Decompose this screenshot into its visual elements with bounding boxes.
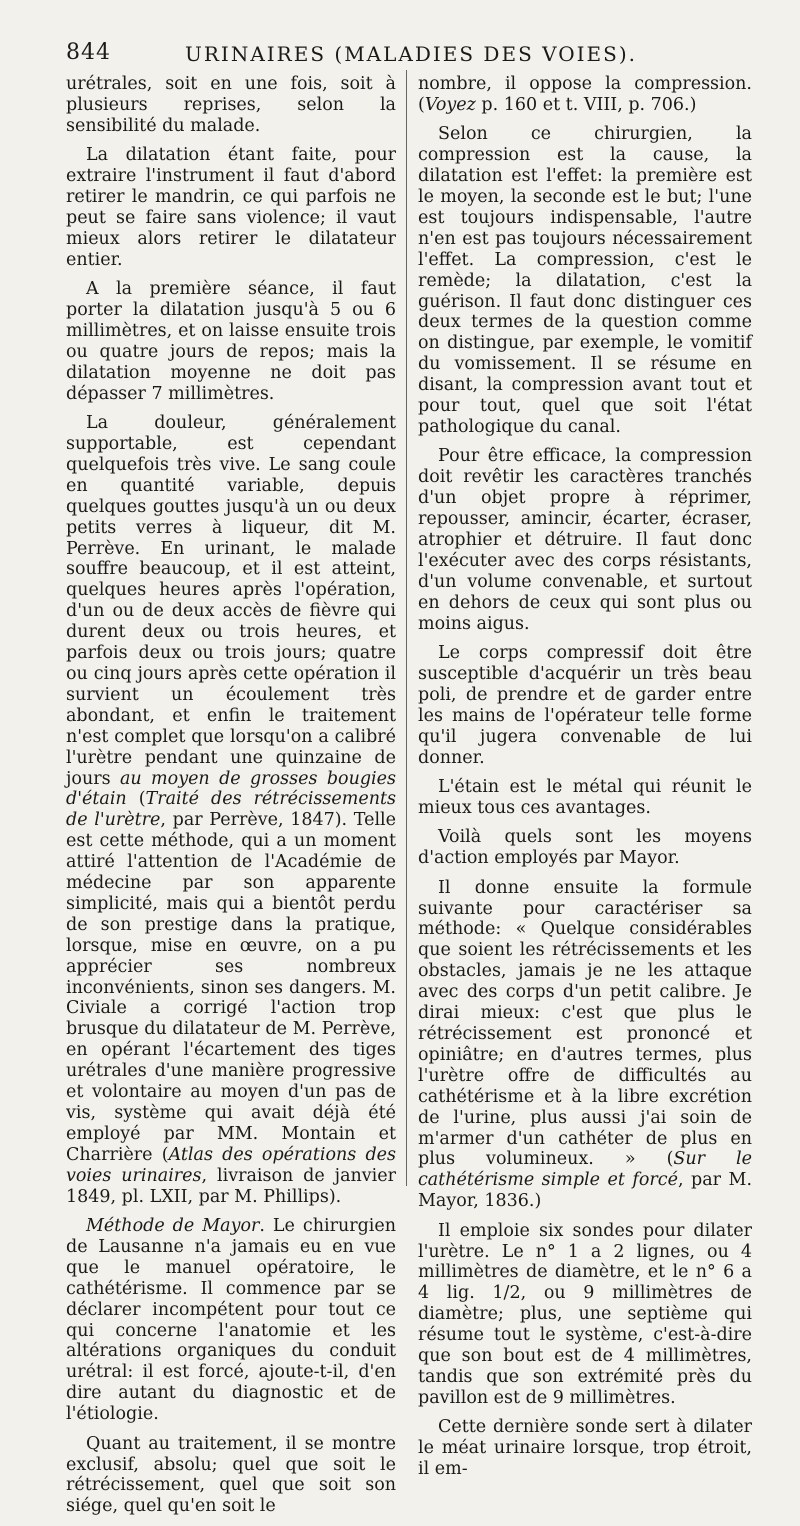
left-column: [66, 74, 396, 1526]
paragraph: [418, 1221, 752, 1409]
paragraph: [418, 777, 752, 819]
paragraph-continued: [418, 74, 752, 116]
text-run: Pour être efficace, la compression doit revêtir les caractères tranchés d'un objet propre à réprimer, repousser, amincir, écarter, écraser, atrophier et détruire. Il faut donc l'exécuter avec des corps résistants, d'un volume convenable, et surtout en dehors de ceux qui sont plus ou moins aigus.: [418, 446, 752, 634]
text-run: , par Perrève, 1847). Telle est cette méthode, qui a un moment attiré l'attention de l'Académie de médecine par son apparente simplicité, mais qui a bientôt perdu de son prestige dans la pratique, lorsque, mise en œuvre, on a pu apprécier ses nombreux inconvénients, sinon ses dangers. M. Civiale a corrigé l'action trop brusque du dilatateur de M. Perrève, en opérant l'écartement des tiges urétrales d'une manière progressive et volontaire au moyen d'un pas de vis, système qui avait déjà été employé par MM. Montain et Charrière (: [66, 810, 397, 1165]
italic-text: Sur le cathétérisme simple et forcé: [418, 1149, 752, 1191]
text-run: . Le chirurgien de Lausanne n'a jamais eu en vue que le manuel opératoire, le cathétérisme. Il commence par se déclarer incompétent pour tout ce qui concerne l'anatomie et les altérations organiques du conduit urétral: il est forcé, ajoute-t-il, d'en dire autant du diagnostic et de l'étiologie.: [66, 1216, 397, 1425]
text-run: nombre, il oppose la compression. (: [418, 74, 752, 115]
paragraph: [66, 413, 396, 1207]
text-run: urétrales, soit en une fois, soit à plusieurs reprises, selon la sensibilité du malade.: [66, 74, 396, 136]
paragraph: [418, 878, 752, 1213]
paragraph: [66, 145, 396, 270]
running-title: URINAIRES (MALADIES DES VOIES).: [185, 42, 637, 66]
text-run: Il emploie six sondes pour dilater l'urètre. Le n° 1 a 2 lignes, ou 4 millimètres de diamètre, et le n° 6 a 4 lig. 1/2, ou 9 millimètres de diamètre; plus, une septième qui résume tout le système, c'est-à-dire que son bout est de 4 millimètres, tandis que son extrémité près du pavillon est de 9 millimètres.: [418, 1220, 752, 1408]
italic-text: Traité des rétrécissements de l'urètre: [66, 789, 396, 831]
text-run: , par M. Mayor, 1836.): [418, 1170, 753, 1212]
italic-text: Voyez: [424, 94, 476, 115]
italic-text: au moyen de grosses bougies d'étain: [66, 768, 396, 810]
text-run: A la première séance, il faut porter la dilatation jusqu'à 5 ou 6 millimètres, et on laisse ensuite trois ou quatre jours de repos; mais la dilatation moyenne ne doit pas dépasser 7 millimètres.: [66, 279, 396, 404]
page-header: [66, 40, 756, 70]
text-run: Quant au traitement, il se montre exclusif, absolu; quel que soit le rétrécissement, quel que soit son siége, quel qu'en soit le: [66, 1433, 396, 1517]
column-divider: [406, 70, 407, 1186]
paragraph: [66, 1216, 396, 1425]
paragraph: [418, 827, 752, 869]
text-run: Cette dernière sonde sert à dilater le méat urinaire lorsque, trop étroit, il em-: [418, 1417, 752, 1480]
page-number: 844: [66, 40, 111, 65]
paragraph: [418, 1417, 752, 1480]
text-run: La dilatation étant faite, pour extraire l'instrument il faut d'abord retirer le mandrin, ce qui parfois ne peut se faire sans violence; il vaut mieux alors retirer le dilatateur entier.: [66, 145, 396, 270]
text-run: La douleur, généralement supportable, est cependant quelquefois très vive. Le sang coule en quantité variable, depuis quelques gouttes jusqu'à un ou deux petits verres à liqueur, dit M. Perrève. En urinant, le malade souffre beaucoup, et il est atteint, quelques heures après l'opération, d'un ou de deux accès de fièvre qui durent deux ou trois heures, et parfois deux ou trois jours; quatre ou cinq jours après cette opération il survient un écoulement très abondant, et enfin le traitement n'est complet que lorsqu'on a calibré l'urètre pendant une quinzaine de jours: [66, 413, 396, 789]
paragraph-continued: [66, 74, 396, 137]
italic-text: Méthode de Mayor: [86, 1216, 260, 1237]
text-run: , livraison de janvier 1849, pl. LXII, par M. Phillips).: [66, 1165, 396, 1207]
text-run: Selon ce chirurgien, la compression est la cause, la dilatation est l'effet: la première est le moyen, la seconde est le but; l'une est toujours indispensable, l'autre n'en est pas toujours nécessairement l'effet. La compression, c'est le remède; la dilatation, c'est la guérison. Il faut donc distinguer ces deux termes de la question comme on distingue, par exemple, le vomitif du vomissement. Il se résume en disant, la compression avant tout et pour tout, quel que soit l'état pathologique du canal.: [418, 124, 752, 437]
text-run: L'étain est le métal qui réunit le mieux tous ces avantages.: [418, 777, 752, 818]
paragraph: [418, 124, 752, 438]
paragraph: [66, 1434, 396, 1518]
text-run: Voilà quels sont les moyens d'action employés par Mayor.: [418, 827, 752, 869]
paragraph: [418, 643, 752, 768]
italic-text: Atlas des opérations des voies urinaires: [66, 1144, 397, 1186]
text-run: p. 160 et t. VIII, p. 706.): [475, 94, 697, 115]
text-run: Il donne ensuite la formule suivante pour caractériser sa méthode: « Quelque considérables que soient les rétrécissements et les obstacles, jamais je ne les attaque avec des corps d'un petit calibre. Je dirai mieux: c'est que plus le rétrécissement est prononcé et opiniâtre; en d'autres termes, plus l'urètre offre de difficultés au cathétérisme et à la libre excrétion de l'urine, plus aussi j'ai soin de m'armer d'un cathéter de plus en plus volumineux. » (: [418, 877, 752, 1170]
paragraph: [418, 446, 752, 634]
text-run: (: [126, 789, 146, 810]
text-run: Le corps compressif doit être susceptible d'acquérir un très beau poli, de prendre et de garder entre les mains de l'opérateur telle forme qu'il jugera convenable de lui donner.: [418, 643, 752, 768]
paragraph: [66, 279, 396, 404]
right-column: [418, 74, 752, 1489]
